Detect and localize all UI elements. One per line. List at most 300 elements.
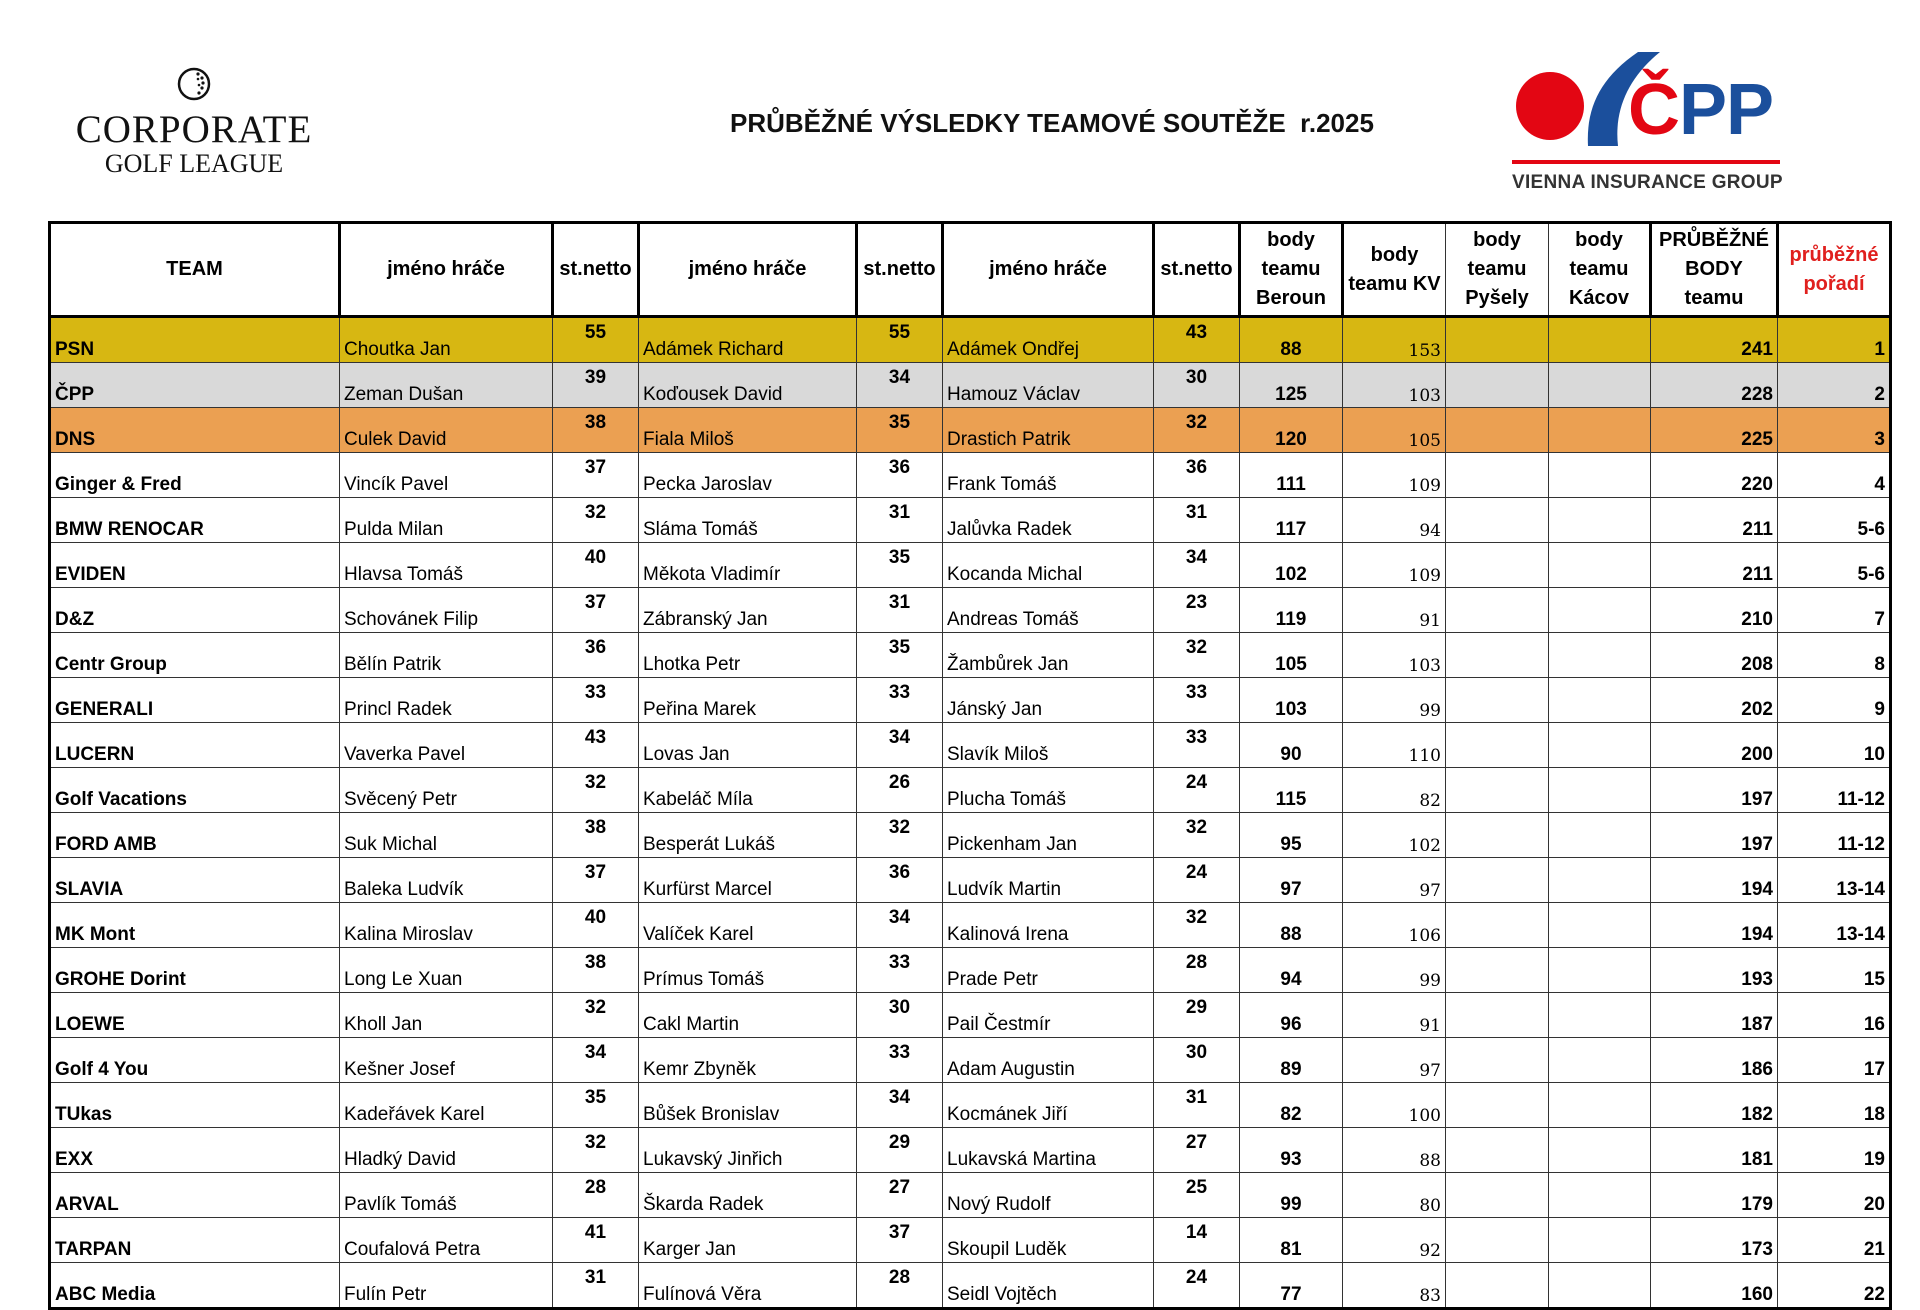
points-kacov (1549, 633, 1651, 678)
points-beroun: 97 (1240, 858, 1343, 903)
player1-name: Princl Radek (340, 678, 553, 723)
team-name: Centr Group (50, 633, 340, 678)
points-pysely (1446, 678, 1549, 723)
player2-name: Lovas Jan (639, 723, 857, 768)
points-kacov (1549, 1128, 1651, 1173)
player1-netto: 40 (553, 543, 639, 588)
rank: 11-12 (1778, 813, 1891, 858)
player1-name: Hlavsa Tomáš (340, 543, 553, 588)
table-row (50, 723, 1891, 768)
points-kacov (1549, 813, 1651, 858)
player1-name: Long Le Xuan (340, 948, 553, 993)
player2-netto: 34 (857, 363, 943, 408)
col-header-rank: průběžné pořadí (1778, 223, 1891, 317)
table-row (50, 678, 1891, 723)
player1-name: Vaverka Pavel (340, 723, 553, 768)
points-total: 200 (1651, 723, 1778, 768)
points-beroun: 77 (1240, 1263, 1343, 1309)
points-kacov (1549, 903, 1651, 948)
player1-netto: 43 (553, 723, 639, 768)
points-beroun: 119 (1240, 588, 1343, 633)
player1-name: Kalina Miroslav (340, 903, 553, 948)
points-pysely (1446, 317, 1549, 363)
points-total: 182 (1651, 1083, 1778, 1128)
player3-netto: 32 (1154, 408, 1240, 453)
points-beroun: 117 (1240, 498, 1343, 543)
player3-name: Adámek Ondřej (943, 317, 1154, 363)
table-row (50, 813, 1891, 858)
col-header-kacov: body teamu Kácov (1549, 223, 1651, 317)
player1-netto: 32 (553, 498, 639, 543)
points-kv: 103 (1343, 363, 1446, 408)
rank: 22 (1778, 1263, 1891, 1309)
points-total: 220 (1651, 453, 1778, 498)
player1-name: Vincík Pavel (340, 453, 553, 498)
player2-name: Bůšek Bronislav (639, 1083, 857, 1128)
points-beroun: 111 (1240, 453, 1343, 498)
points-beroun: 88 (1240, 317, 1343, 363)
player2-netto: 34 (857, 1083, 943, 1128)
player1-netto: 41 (553, 1218, 639, 1263)
player1-name: Kholl Jan (340, 993, 553, 1038)
points-kv: 100 (1343, 1083, 1446, 1128)
points-beroun: 88 (1240, 903, 1343, 948)
points-pysely (1446, 588, 1549, 633)
player2-name: Zábranský Jan (639, 588, 857, 633)
player3-name: Adam Augustin (943, 1038, 1154, 1083)
points-kacov (1549, 543, 1651, 588)
table-row (50, 1173, 1891, 1218)
points-beroun: 99 (1240, 1173, 1343, 1218)
rank: 10 (1778, 723, 1891, 768)
team-name: TARPAN (50, 1218, 340, 1263)
player3-netto: 32 (1154, 813, 1240, 858)
player3-name: Plucha Tomáš (943, 768, 1154, 813)
points-beroun: 95 (1240, 813, 1343, 858)
player2-name: Lhotka Petr (639, 633, 857, 678)
player3-name: Lukavská Martina (943, 1128, 1154, 1173)
points-kv: 103 (1343, 633, 1446, 678)
points-total: 181 (1651, 1128, 1778, 1173)
player2-netto: 26 (857, 768, 943, 813)
player2-name: Škarda Radek (639, 1173, 857, 1218)
table-row (50, 903, 1891, 948)
points-beroun: 115 (1240, 768, 1343, 813)
rank: 18 (1778, 1083, 1891, 1128)
table-row (50, 1218, 1891, 1263)
logo-tagline: VIENNA INSURANCE GROUP (1512, 172, 1783, 193)
player1-netto: 38 (553, 408, 639, 453)
points-kv: 92 (1343, 1218, 1446, 1263)
player2-netto: 36 (857, 858, 943, 903)
points-kv: 88 (1343, 1128, 1446, 1173)
points-beroun: 125 (1240, 363, 1343, 408)
points-total: 241 (1651, 317, 1778, 363)
player2-name: Kemr Zbyněk (639, 1038, 857, 1083)
player3-netto: 30 (1154, 363, 1240, 408)
player3-name: Andreas Tomáš (943, 588, 1154, 633)
col-header-team: TEAM (50, 223, 340, 317)
table-row (50, 633, 1891, 678)
player3-name: Žambůrek Jan (943, 633, 1154, 678)
points-beroun: 102 (1240, 543, 1343, 588)
col-header-player2: jméno hráče (639, 223, 857, 317)
player1-name: Schovánek Filip (340, 588, 553, 633)
player2-netto: 55 (857, 317, 943, 363)
player3-name: Pail Čestmír (943, 993, 1154, 1038)
table-row (50, 363, 1891, 408)
player3-netto: 25 (1154, 1173, 1240, 1218)
points-beroun: 81 (1240, 1218, 1343, 1263)
results-table (48, 221, 1892, 1310)
team-name: D&Z (50, 588, 340, 633)
player3-netto: 32 (1154, 633, 1240, 678)
player3-netto: 29 (1154, 993, 1240, 1038)
player2-name: Cakl Martin (639, 993, 857, 1038)
table-row (50, 858, 1891, 903)
player3-netto: 24 (1154, 768, 1240, 813)
team-name: ČPP (50, 363, 340, 408)
points-beroun: 90 (1240, 723, 1343, 768)
points-total: 211 (1651, 498, 1778, 543)
rank: 1 (1778, 317, 1891, 363)
player2-name: Peřina Marek (639, 678, 857, 723)
points-pysely (1446, 1263, 1549, 1309)
player1-name: Bělín Patrik (340, 633, 553, 678)
player3-netto: 33 (1154, 723, 1240, 768)
col-header-netto2: st.netto (857, 223, 943, 317)
player2-name: Lukavský Jinřich (639, 1128, 857, 1173)
player1-name: Coufalová Petra (340, 1218, 553, 1263)
rank: 11-12 (1778, 768, 1891, 813)
table-row (50, 948, 1891, 993)
points-pysely (1446, 903, 1549, 948)
player2-netto: 29 (857, 1128, 943, 1173)
points-pysely (1446, 768, 1549, 813)
player1-netto: 36 (553, 633, 639, 678)
points-kacov (1549, 498, 1651, 543)
points-beroun: 103 (1240, 678, 1343, 723)
rank: 17 (1778, 1038, 1891, 1083)
logo-line1: CORPORATE (75, 108, 313, 151)
col-header-player1: jméno hráče (340, 223, 553, 317)
table-row (50, 768, 1891, 813)
player1-netto: 32 (553, 993, 639, 1038)
player3-netto: 28 (1154, 948, 1240, 993)
col-header-netto3: st.netto (1154, 223, 1240, 317)
team-name: Golf 4 You (50, 1038, 340, 1083)
points-total: 210 (1651, 588, 1778, 633)
team-name: LUCERN (50, 723, 340, 768)
team-name: PSN (50, 317, 340, 363)
team-name: TUkas (50, 1083, 340, 1128)
player3-netto: 33 (1154, 678, 1240, 723)
points-total: 202 (1651, 678, 1778, 723)
rank: 5-6 (1778, 543, 1891, 588)
rank: 5-6 (1778, 498, 1891, 543)
points-kacov (1549, 993, 1651, 1038)
player2-name: Valíček Karel (639, 903, 857, 948)
points-beroun: 82 (1240, 1083, 1343, 1128)
team-name: LOEWE (50, 993, 340, 1038)
player1-name: Svěcený Petr (340, 768, 553, 813)
player3-name: Kocmánek Jiří (943, 1083, 1154, 1128)
points-pysely (1446, 993, 1549, 1038)
player2-netto: 27 (857, 1173, 943, 1218)
table-row (50, 408, 1891, 453)
points-total: 225 (1651, 408, 1778, 453)
rank: 21 (1778, 1218, 1891, 1263)
points-beroun: 120 (1240, 408, 1343, 453)
points-pysely (1446, 948, 1549, 993)
player1-name: Suk Michal (340, 813, 553, 858)
points-kacov (1549, 1083, 1651, 1128)
points-kacov (1549, 1218, 1651, 1263)
player1-name: Culek David (340, 408, 553, 453)
player1-netto: 37 (553, 453, 639, 498)
points-kacov (1549, 408, 1651, 453)
player1-name: Pavlík Tomáš (340, 1173, 553, 1218)
player2-netto: 35 (857, 543, 943, 588)
player1-name: Kešner Josef (340, 1038, 553, 1083)
player2-name: Fiala Miloš (639, 408, 857, 453)
team-name: EXX (50, 1128, 340, 1173)
rank: 15 (1778, 948, 1891, 993)
rank: 16 (1778, 993, 1891, 1038)
cpp-brand-c: Č (1628, 70, 1679, 150)
points-pysely (1446, 1083, 1549, 1128)
points-kv: 106 (1343, 903, 1446, 948)
player2-netto: 30 (857, 993, 943, 1038)
rank: 7 (1778, 588, 1891, 633)
team-name: GENERALI (50, 678, 340, 723)
player3-name: Pickenham Jan (943, 813, 1154, 858)
team-name: ABC Media (50, 1263, 340, 1309)
player1-netto: 32 (553, 1128, 639, 1173)
points-kacov (1549, 948, 1651, 993)
player2-netto: 37 (857, 1218, 943, 1263)
col-header-kv: body teamu KV (1343, 223, 1446, 317)
player1-netto: 31 (553, 1263, 639, 1309)
col-header-player3: jméno hráče (943, 223, 1154, 317)
team-name: Golf Vacations (50, 768, 340, 813)
player2-netto: 28 (857, 1263, 943, 1309)
player3-netto: 31 (1154, 1083, 1240, 1128)
points-kacov (1549, 453, 1651, 498)
player3-name: Seidl Vojtěch (943, 1263, 1154, 1309)
player3-name: Frank Tomáš (943, 453, 1154, 498)
points-beroun: 89 (1240, 1038, 1343, 1083)
player2-name: Sláma Tomáš (639, 498, 857, 543)
corporate-golf-league-logo (64, 66, 324, 196)
player2-name: Adámek Richard (639, 317, 857, 363)
points-kv: 153 (1343, 317, 1446, 363)
points-total: 187 (1651, 993, 1778, 1038)
points-pysely (1446, 813, 1549, 858)
points-total: 197 (1651, 813, 1778, 858)
points-kacov (1549, 678, 1651, 723)
player3-name: Kocanda Michal (943, 543, 1154, 588)
player1-name: Zeman Dušan (340, 363, 553, 408)
team-name: SLAVIA (50, 858, 340, 903)
table-row (50, 1128, 1891, 1173)
player2-netto: 36 (857, 453, 943, 498)
player1-name: Baleka Ludvík (340, 858, 553, 903)
player1-netto: 33 (553, 678, 639, 723)
points-pysely (1446, 1128, 1549, 1173)
player1-netto: 55 (553, 317, 639, 363)
table-row (50, 317, 1891, 363)
player3-netto: 32 (1154, 903, 1240, 948)
points-kacov (1549, 1173, 1651, 1218)
points-pysely (1446, 453, 1549, 498)
player2-netto: 31 (857, 588, 943, 633)
points-pysely (1446, 363, 1549, 408)
cpp-brand-pp: PP (1679, 70, 1774, 150)
rank: 20 (1778, 1173, 1891, 1218)
points-total: 194 (1651, 858, 1778, 903)
points-beroun: 94 (1240, 948, 1343, 993)
player3-name: Jánský Jan (943, 678, 1154, 723)
player3-name: Drastich Patrik (943, 408, 1154, 453)
player3-name: Prade Petr (943, 948, 1154, 993)
player3-netto: 23 (1154, 588, 1240, 633)
player3-netto: 14 (1154, 1218, 1240, 1263)
rank: 3 (1778, 408, 1891, 453)
player3-name: Skoupil Luděk (943, 1218, 1154, 1263)
points-kacov (1549, 858, 1651, 903)
points-pysely (1446, 633, 1549, 678)
player2-name: Měkota Vladimír (639, 543, 857, 588)
player1-name: Hladký David (340, 1128, 553, 1173)
points-kv: 83 (1343, 1263, 1446, 1309)
points-kv: 102 (1343, 813, 1446, 858)
points-beroun: 96 (1240, 993, 1343, 1038)
player3-netto: 31 (1154, 498, 1240, 543)
table-row (50, 1083, 1891, 1128)
player2-name: Koďousek David (639, 363, 857, 408)
player2-netto: 33 (857, 948, 943, 993)
player3-netto: 43 (1154, 317, 1240, 363)
points-total: 186 (1651, 1038, 1778, 1083)
player3-netto: 30 (1154, 1038, 1240, 1083)
player1-netto: 32 (553, 768, 639, 813)
player3-netto: 24 (1154, 1263, 1240, 1309)
rank: 13-14 (1778, 903, 1891, 948)
player1-netto: 39 (553, 363, 639, 408)
logo-line2: GOLF LEAGUE (104, 149, 284, 178)
header-row (50, 223, 1891, 317)
golf-ball-icon (176, 66, 212, 102)
rank: 13-14 (1778, 858, 1891, 903)
player1-netto: 37 (553, 588, 639, 633)
player3-name: Kalinová Irena (943, 903, 1154, 948)
points-kv: 91 (1343, 993, 1446, 1038)
points-kacov (1549, 723, 1651, 768)
points-kacov (1549, 768, 1651, 813)
points-pysely (1446, 543, 1549, 588)
points-pysely (1446, 858, 1549, 903)
points-kv: 97 (1343, 858, 1446, 903)
player2-netto: 33 (857, 678, 943, 723)
col-header-pysely: body teamu Pyšely (1446, 223, 1549, 317)
player2-name: Kurfürst Marcel (639, 858, 857, 903)
rank: 9 (1778, 678, 1891, 723)
team-name: FORD AMB (50, 813, 340, 858)
team-name: MK Mont (50, 903, 340, 948)
table-row (50, 993, 1891, 1038)
table-row (50, 543, 1891, 588)
rank: 2 (1778, 363, 1891, 408)
points-kv: 109 (1343, 453, 1446, 498)
player1-netto: 38 (553, 948, 639, 993)
player1-netto: 37 (553, 858, 639, 903)
player3-netto: 36 (1154, 453, 1240, 498)
player3-name: Slavík Miloš (943, 723, 1154, 768)
points-beroun: 105 (1240, 633, 1343, 678)
points-total: 160 (1651, 1263, 1778, 1309)
col-header-beroun: body teamu Beroun (1240, 223, 1343, 317)
team-name: DNS (50, 408, 340, 453)
table-row (50, 498, 1891, 543)
points-pysely (1446, 1038, 1549, 1083)
player1-name: Fulín Petr (340, 1263, 553, 1309)
player2-netto: 35 (857, 408, 943, 453)
team-name: ARVAL (50, 1173, 340, 1218)
team-name: Ginger & Fred (50, 453, 340, 498)
player3-name: Nový Rudolf (943, 1173, 1154, 1218)
points-pysely (1446, 1218, 1549, 1263)
team-name: GROHE Dorint (50, 948, 340, 993)
points-pysely (1446, 498, 1549, 543)
table-row (50, 588, 1891, 633)
player1-netto: 38 (553, 813, 639, 858)
player2-name: Karger Jan (639, 1218, 857, 1263)
logo-divider (1512, 160, 1780, 164)
rank: 8 (1778, 633, 1891, 678)
points-kv: 80 (1343, 1173, 1446, 1218)
points-kacov (1549, 317, 1651, 363)
player3-netto: 34 (1154, 543, 1240, 588)
player1-netto: 40 (553, 903, 639, 948)
player2-netto: 32 (857, 813, 943, 858)
player2-name: Besperát Lukáš (639, 813, 857, 858)
player2-name: Prímus Tomáš (639, 948, 857, 993)
team-name: EVIDEN (50, 543, 340, 588)
points-kv: 109 (1343, 543, 1446, 588)
points-kv: 91 (1343, 588, 1446, 633)
player2-netto: 35 (857, 633, 943, 678)
player1-name: Choutka Jan (340, 317, 553, 363)
player3-name: Ludvík Martin (943, 858, 1154, 903)
rank: 4 (1778, 453, 1891, 498)
col-header-total: PRŮBĚŽNÉ BODY teamu (1651, 223, 1778, 317)
player2-name: Kabeláč Míla (639, 768, 857, 813)
points-total: 179 (1651, 1173, 1778, 1218)
points-kacov (1549, 588, 1651, 633)
player2-name: Pecka Jaroslav (639, 453, 857, 498)
points-beroun: 93 (1240, 1128, 1343, 1173)
points-pysely (1446, 723, 1549, 768)
points-total: 173 (1651, 1218, 1778, 1263)
player1-name: Kadeřávek Karel (340, 1083, 553, 1128)
points-kv: 110 (1343, 723, 1446, 768)
points-kv: 82 (1343, 768, 1446, 813)
player2-netto: 34 (857, 723, 943, 768)
team-name: BMW RENOCAR (50, 498, 340, 543)
points-kacov (1549, 363, 1651, 408)
points-total: 208 (1651, 633, 1778, 678)
